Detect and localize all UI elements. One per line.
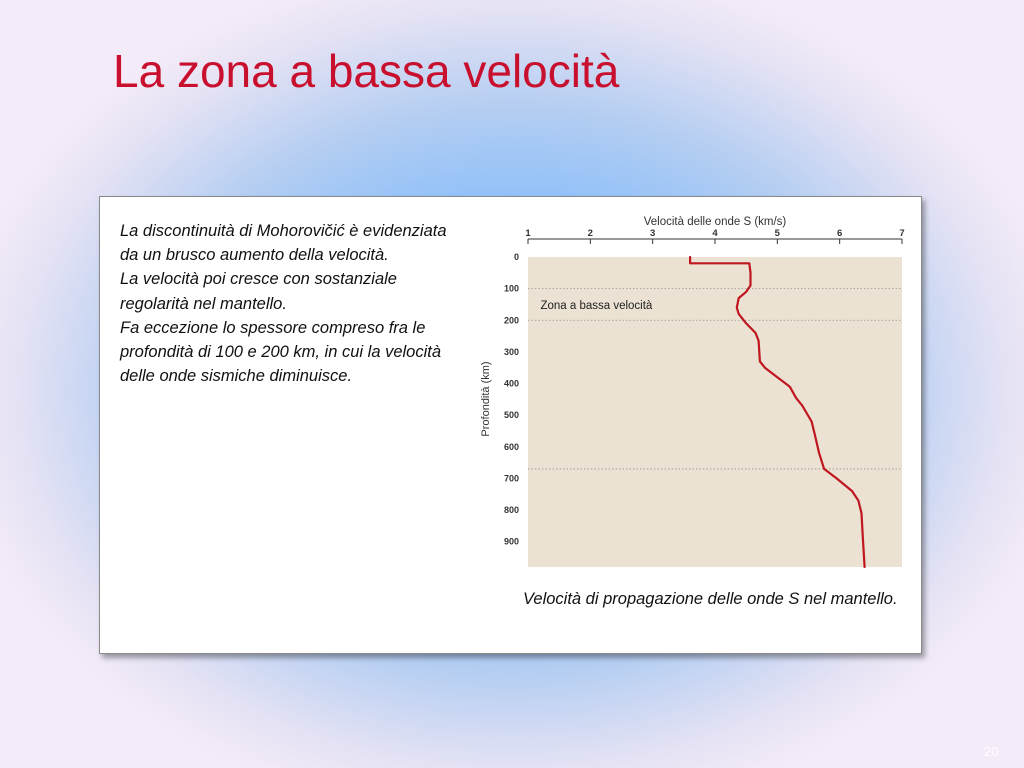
y-tick-label-900: 900 bbox=[503, 536, 519, 547]
x-tick-label-1: 1 bbox=[525, 228, 531, 239]
y-tick-label-800: 800 bbox=[503, 505, 519, 516]
velocity-depth-chart bbox=[473, 205, 913, 583]
x-tick-label-7: 7 bbox=[899, 228, 905, 239]
x-tick-label-3: 3 bbox=[650, 228, 656, 239]
x-tick-label-2: 2 bbox=[587, 228, 593, 239]
explanation-text: La discontinuità di Mohorovičić è evidenziata da un brusco aumento della velocità. La velocità poi cresce con sostanziale regolarità nel mantello. Fa eccezione lo spessore compreso fra le profondità di 100 e 200 km, in cui la velocità delle onde sismiche diminuisce. bbox=[120, 222, 447, 386]
y-tick-label-700: 700 bbox=[503, 473, 519, 484]
y-tick-label-200: 200 bbox=[503, 315, 519, 326]
x-tick-label-5: 5 bbox=[774, 228, 780, 239]
zone-annotation: Zona a bassa velocità bbox=[540, 300, 653, 313]
y-tick-label-500: 500 bbox=[503, 410, 519, 421]
x-tick-label-4: 4 bbox=[712, 228, 718, 239]
x-tick-label-6: 6 bbox=[837, 228, 843, 239]
y-tick-label-0: 0 bbox=[513, 252, 519, 262]
slide-number: 20 bbox=[984, 744, 999, 759]
y-axis-label: Profondità (km) bbox=[480, 361, 492, 437]
y-tick-label-300: 300 bbox=[503, 346, 519, 357]
slide-title: La zona a bassa velocità bbox=[113, 45, 620, 97]
y-tick-label-400: 400 bbox=[503, 378, 519, 389]
chart-caption: Velocità di propagazione delle onde S nel mantello. bbox=[523, 590, 898, 608]
y-tick-label-600: 600 bbox=[503, 441, 519, 452]
chart-title: Velocità delle onde S (km/s) bbox=[643, 216, 787, 228]
y-tick-label-100: 100 bbox=[503, 283, 519, 294]
content-panel bbox=[99, 196, 922, 654]
